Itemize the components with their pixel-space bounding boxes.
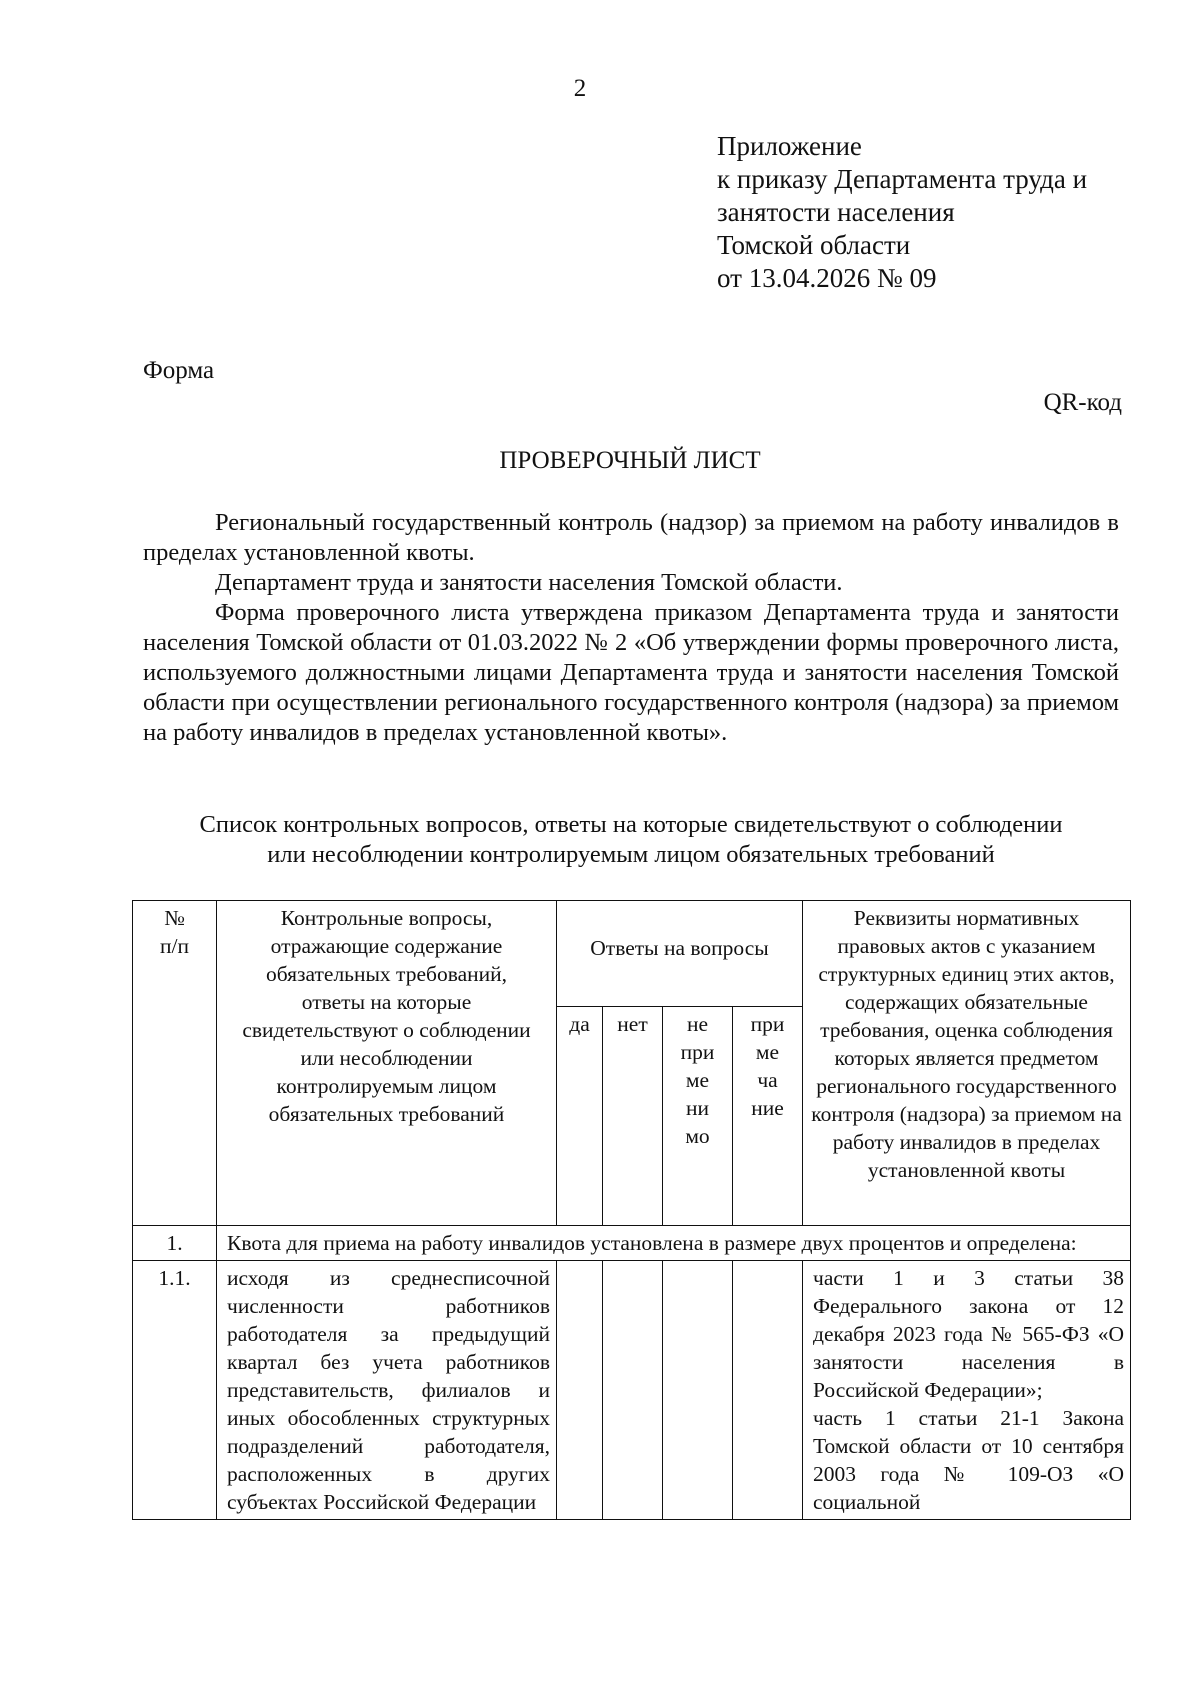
header-yes: да [557, 1007, 603, 1226]
header-not-applicable: не при ме ни мо [663, 1007, 733, 1226]
row-number: 1.1. [133, 1261, 217, 1520]
intro-paragraph: Форма проверочного листа утверждена приказом Департамента труда и занятости населения Томской области от 01.03.2022 № 2 «Об утверждении формы проверочного листа, используемого должностными лицами Департамента труда и занятости населения Томской области при осуществлении регионального государственного контроля (надзора) за приемом на работу инвалидов в пределах установленной квоты». [143, 599, 1119, 746]
document-title: ПРОВЕРОЧНЫЙ ЛИСТ [499, 447, 761, 474]
header-number: № п/п [133, 901, 217, 1226]
row-requisites [803, 1261, 1131, 1520]
appendix-block [717, 130, 1087, 295]
appendix-line: Томской области [717, 230, 911, 260]
header-answers: Ответы на вопросы [557, 901, 803, 1007]
appendix-line: к приказу Департамента труда и [717, 164, 1088, 194]
table-row [133, 1261, 1131, 1520]
row-section-text: Квота для приема на работу инвалидов установлена в размере двух процентов и определена: [217, 1226, 1131, 1261]
header-no: нет [603, 1007, 663, 1226]
requisites-text: часть 1 статьи 21-1 Закона Томской области от 10 сентября 2003 года № 109-ОЗ «О социальной [813, 1406, 1124, 1514]
intro-paragraph: Региональный государственный контроль (надзор) за приемом на работу инвалидов в пределах установленной квоты. [143, 509, 1119, 566]
intro-paragraph: Департамент труда и занятости населения Томской области. [215, 569, 843, 596]
appendix-line: занятости населения [717, 197, 955, 227]
list-heading-line: Список контрольных вопросов, ответы на которые свидетельствуют о соблюдении [199, 811, 1063, 838]
header-note: при ме ча ние [733, 1007, 803, 1226]
appendix-line: от 13.04.2026 № 09 [717, 263, 937, 293]
form-label: Форма [143, 357, 215, 384]
intro-text [143, 508, 1119, 748]
requisites-text: части 1 и 3 статьи 38 Федерального закона от 12 декабря 2023 года № 565-ФЗ «О занятости населения в Российской Федерации»; [813, 1266, 1124, 1402]
table-row [133, 1226, 1131, 1261]
answer-yes-cell[interactable] [557, 1261, 603, 1520]
list-heading-line: или несоблюдении контролируемым лицом обязательных требований [267, 841, 995, 868]
row-number: 1. [133, 1226, 217, 1261]
checklist-table [132, 900, 1131, 1520]
row-question: исходя из среднесписочной численности работников работодателя за предыдущий квартал без учета работников представительств, филиалов и иных обособленных структурных подразделений работодателя, расположенных в других субъектах Российской Федерации [217, 1261, 557, 1520]
page-number: 2 [573, 75, 587, 102]
qr-code-label: QR-код [1043, 389, 1122, 416]
answer-not-applicable-cell[interactable] [663, 1261, 733, 1520]
appendix-line: Приложение [717, 131, 862, 161]
header-questions: Контрольные вопросы, отражающие содержание обязательных требований, ответы на которые свидетельствуют о соблюдении или несоблюдении контролируемым лицом обязательных требований [217, 901, 557, 1226]
list-heading [143, 810, 1119, 870]
answer-no-cell[interactable] [603, 1261, 663, 1520]
header-requisites: Реквизиты нормативных правовых актов с указанием структурных единиц этих актов, содержащих обязательные требования, оценка соблюдения которых является предметом регионального государственного контроля (надзора) за приемом на работу инвалидов в пределах установленной квоты [803, 901, 1131, 1226]
answer-note-cell[interactable] [733, 1261, 803, 1520]
table-header-row [133, 901, 1131, 1007]
